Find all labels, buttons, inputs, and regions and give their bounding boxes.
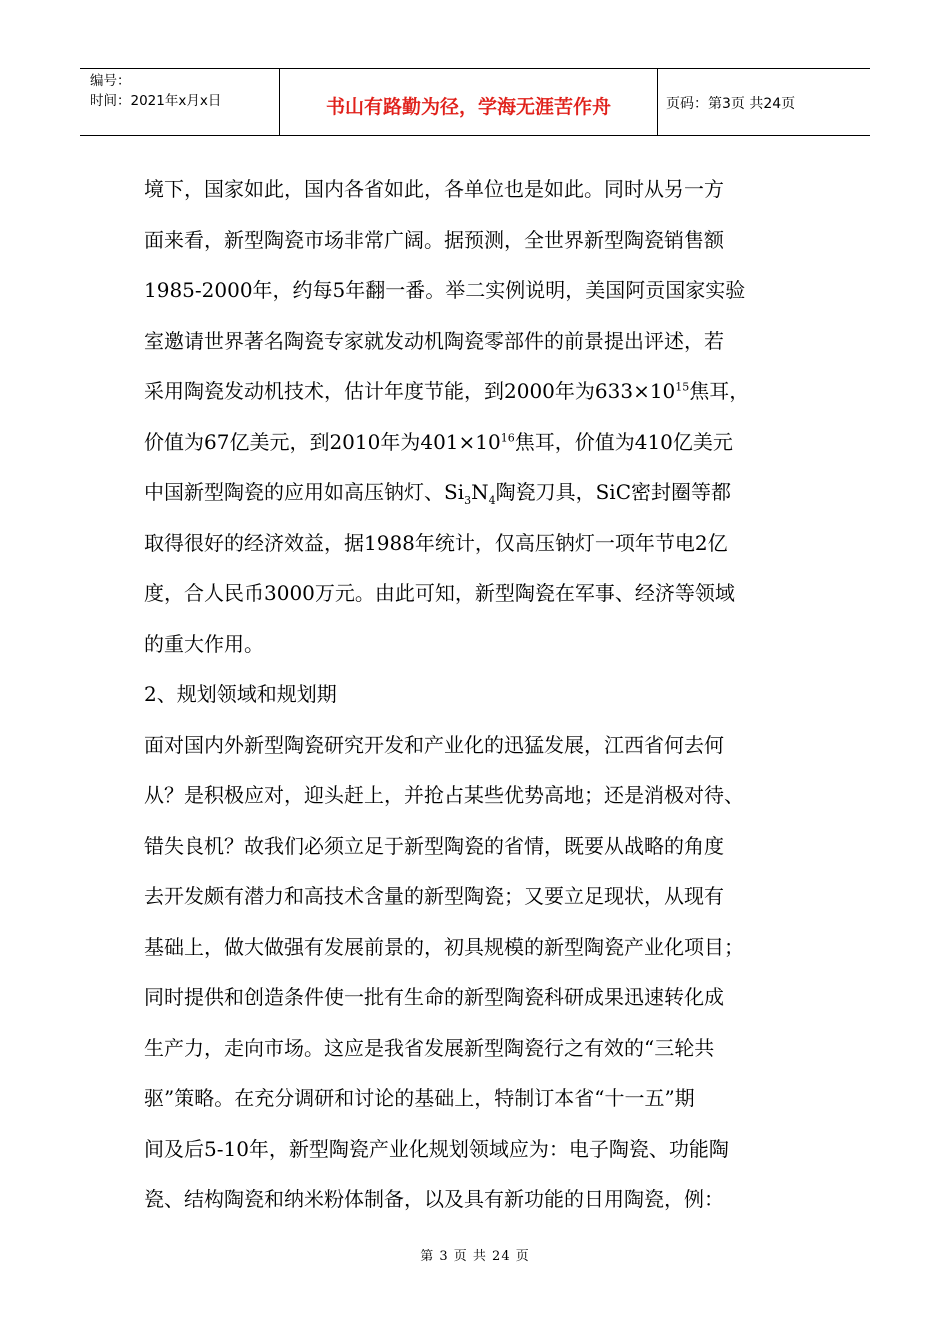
text-line: 1985-2000年，约每5年翻一番。举二实例说明，美国阿贡国家实验 bbox=[144, 278, 746, 302]
document-body bbox=[144, 164, 834, 1225]
subscript: 3 bbox=[464, 494, 472, 507]
text-line: 面对国内外新型陶瓷研究开发和产业化的迅猛发展，江西省何去何 bbox=[144, 732, 724, 757]
text-run: 焦耳， bbox=[689, 379, 750, 403]
text-line: 去开发颇有潜力和高技术含量的新型陶瓷；又要立足现状，从现有 bbox=[144, 884, 724, 908]
text-line: 境下，国家如此，国内各省如此，各单位也是如此。同时从另一方 bbox=[144, 177, 724, 201]
text-run: 焦耳，价值为410亿美元 bbox=[514, 429, 733, 454]
text-line: 错失良机？故我们必须立足于新型陶瓷的省情，既要从战略的角度 bbox=[144, 833, 724, 858]
text-line: 室邀请世界著名陶瓷专家就发动机陶瓷零部件的前景提出评述，若 bbox=[144, 328, 724, 353]
page-header bbox=[80, 68, 870, 136]
text-line: 基础上，做大做强有发展前景的，初具规模的新型陶瓷产业化项目； bbox=[144, 934, 744, 959]
superscript: 16 bbox=[500, 430, 515, 444]
text-run: 陶瓷刀具，SiC密封圈等都 bbox=[495, 480, 732, 504]
text-line: 的重大作用。 bbox=[144, 631, 264, 656]
page-footer: 第 3 页 共 24 页 bbox=[420, 1249, 530, 1264]
text-line: 瓷、结构陶瓷和纳米粉体制备，以及具有新功能的日用陶瓷，例： bbox=[144, 1187, 724, 1211]
text-line: 同时提供和创造条件使一批有生命的新型陶瓷科研成果迅速转化成 bbox=[144, 985, 724, 1009]
text-line: 驱”策略。在充分调研和讨论的基础上，特制订本省“十一五”期 bbox=[144, 1086, 695, 1110]
text-line: 间及后5-10年，新型陶瓷产业化规划领域应为：电子陶瓷、功能陶 bbox=[144, 1136, 729, 1161]
subscript: 4 bbox=[488, 494, 496, 507]
section-heading: 2、规划领域和规划期 bbox=[144, 682, 337, 706]
text-line: 生产力，走向市场。这应是我省发展新型陶瓷行之有效的“三轮共 bbox=[144, 1035, 715, 1060]
date-label: 时间：2021年x月x日 bbox=[90, 93, 222, 109]
superscript: 15 bbox=[675, 380, 690, 394]
text-line bbox=[144, 366, 834, 417]
text-run: N bbox=[471, 480, 489, 504]
text-run: 中国新型陶瓷的应用如高压钠灯、Si bbox=[144, 480, 465, 504]
text-line: 面来看，新型陶瓷市场非常广阔。据预测，全世界新型陶瓷销售额 bbox=[144, 227, 724, 252]
text-line: 取得很好的经济效益，据1988年统计，仅高压钠灯一项年节电2亿 bbox=[144, 530, 728, 555]
number-label: 编号： bbox=[90, 73, 131, 89]
header-page-info: 页码：第3页 共24页 bbox=[666, 96, 796, 112]
text-line bbox=[144, 417, 834, 468]
header-meta bbox=[80, 69, 280, 135]
header-motto: 书山有路勤为径，学海无涯苦作舟 bbox=[280, 69, 658, 135]
text-line: 度，合人民币3000万元。由此可知，新型陶瓷在军事、经济等领域 bbox=[144, 581, 735, 605]
text-run: 采用陶瓷发动机技术，估计年度节能，到2000年为633×10 bbox=[144, 379, 676, 403]
text-line bbox=[144, 467, 834, 518]
text-run: 价值为67亿美元，到2010年为401×10 bbox=[144, 429, 501, 454]
text-line: 从？是积极应对，迎头赶上，并抢占某些优势高地；还是消极对待、 bbox=[144, 783, 744, 807]
